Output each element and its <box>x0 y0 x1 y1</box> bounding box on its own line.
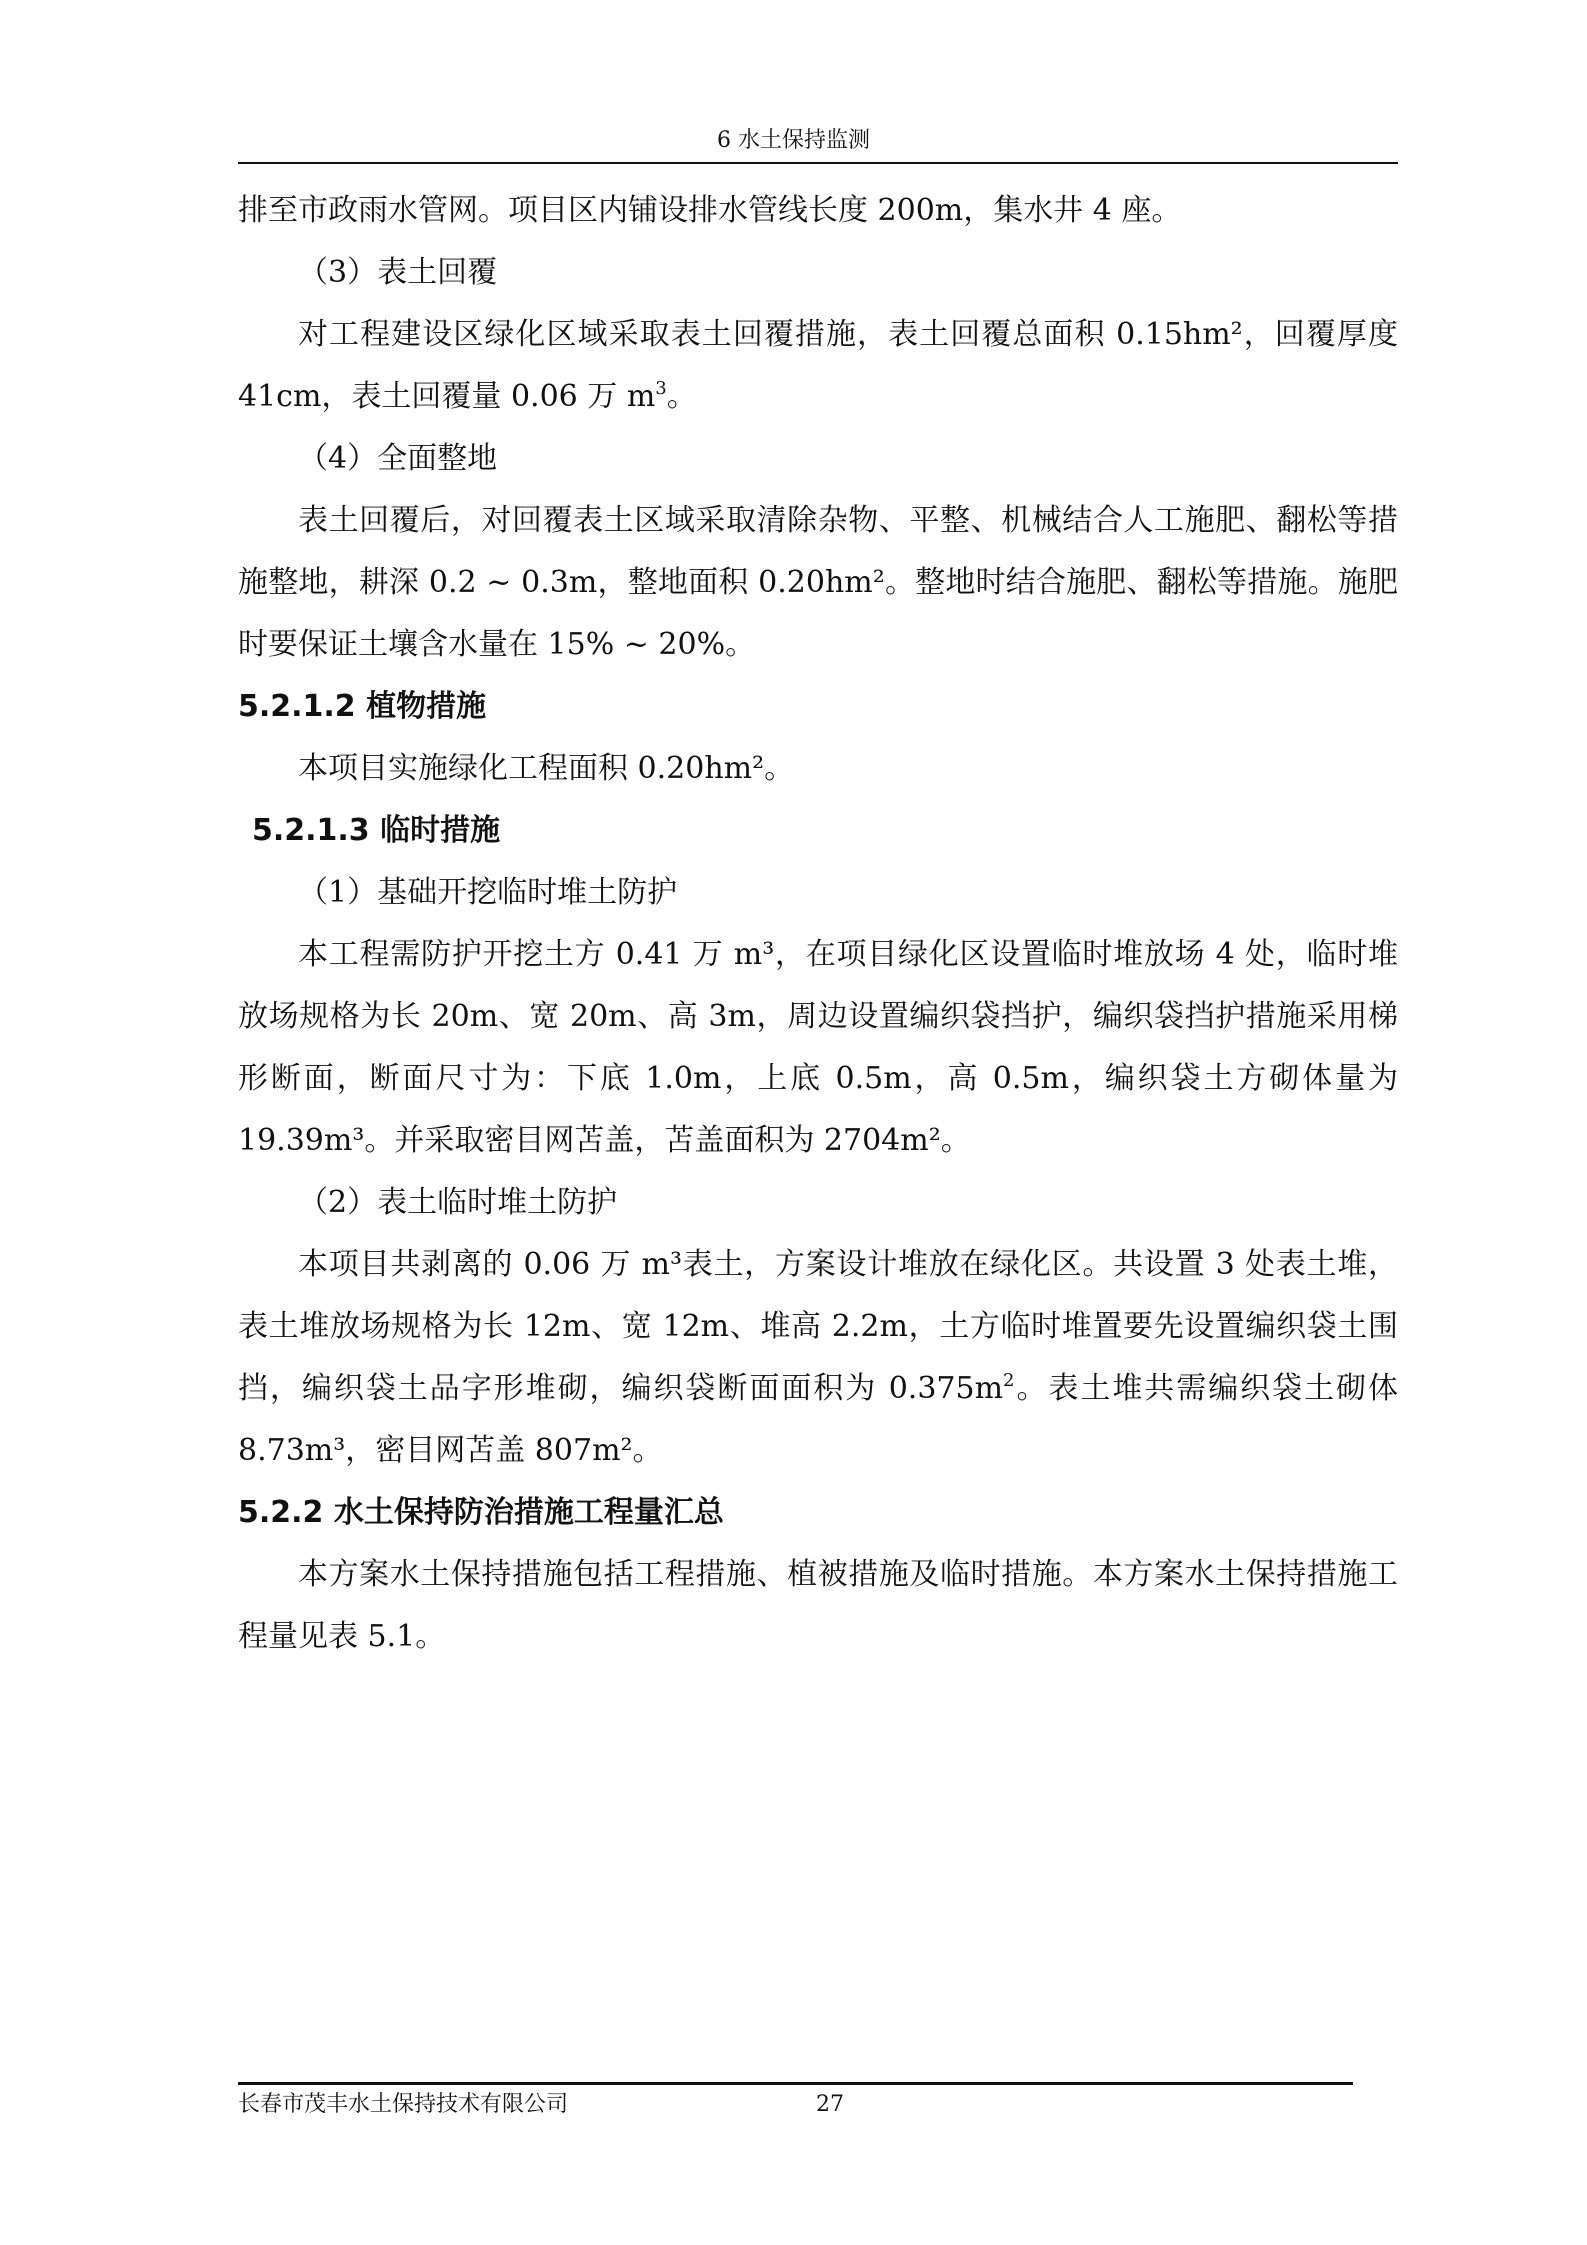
footer-company-name: 长春市茂丰水土保持技术有限公司 <box>238 2092 569 2117</box>
paragraph-land-leveling: 表土回覆后，对回覆表土区域采取清除杂物、平整、机械结合人工施肥、翻松等措施整地，耕深 0.2 ~ 0.3m，整地面积 0.20hm²。整地时结合施肥、翻松等措施。施肥时要保证土壤含水量在 15% ~ 20%。 <box>238 503 1398 662</box>
paragraph-topsoil-stockpile <box>238 1234 1398 1482</box>
subheading-topsoil-stockpile: （2）表土临时堆土防护 <box>298 1185 618 1220</box>
running-header: 6 水土保持监测 <box>717 128 870 153</box>
superscript: 2 <box>1003 1370 1015 1391</box>
paragraph-summary: 本方案水土保持措施包括工程措施、植被措施及临时措施。本方案水土保持措施工程量见表 5.1。 <box>238 1557 1398 1654</box>
paragraph-topsoil-stockpile-end: 。表土堆共需编织袋土砌体 8.73m³，密目网苫盖 807m²。 <box>238 1371 1399 1468</box>
section-heading-5-2-2: 5.2.2 水土保持防治措施工程量汇总 <box>238 1495 724 1530</box>
paragraph-topsoil-cover-text: 对工程建设区绿化区域采取表土回覆措施，表土回覆总面积 0.15hm²，回覆厚度 41cm，表土回覆量 0.06 万 m <box>238 317 1398 414</box>
paragraph-excavation-protection: 本工程需防护开挖土方 0.41 万 m³，在项目绿化区设置临时堆放场 4 处，临时堆放场规格为长 20m、宽 20m、高 3m，周边设置编织袋挡护，编织袋挡护措施采用梯形断面，断面尺寸为：下底 1.0m，上底 0.5m，高 0.5m，编织袋土方砌体量为 19.39m³。并采取密目网苫盖，苫盖面积为 2704m²。 <box>238 937 1398 1158</box>
paragraph-end-mark: 。 <box>666 379 697 414</box>
subheading-topsoil-cover: （3）表土回覆 <box>298 255 498 290</box>
section-heading-5-2-1-2: 5.2.1.2 植物措施 <box>238 689 487 724</box>
paragraph-plant-measures: 本项目实施绿化工程面积 0.20hm²。 <box>298 751 795 786</box>
section-heading-5-2-1-3: 5.2.1.3 临时措施 <box>252 813 501 848</box>
footer-divider <box>238 2082 1353 2085</box>
paragraph-topsoil-cover <box>238 304 1398 428</box>
subheading-land-leveling: （4）全面整地 <box>298 441 498 476</box>
paragraph-drainage: 排至市政雨水管网。项目区内铺设排水管线长度 200m，集水井 4 座。 <box>238 193 1182 228</box>
superscript: 3 <box>655 378 667 399</box>
header-divider <box>238 162 1398 164</box>
paragraph-topsoil-stockpile-text: 本项目共剥离的 0.06 万 m³表土，方案设计堆放在绿化区。共设置 3 处表土堆，表土堆放场规格为长 12m、宽 12m、堆高 2.2m，土方临时堆置要先设置编织袋土围挡，编织袋土品字形堆砌，编织袋断面面积为 0.375m <box>238 1247 1398 1406</box>
document-body <box>238 180 1398 1668</box>
page-number: 27 <box>816 2092 844 2117</box>
subheading-excavation-protection: （1）基础开挖临时堆土防护 <box>298 875 678 910</box>
